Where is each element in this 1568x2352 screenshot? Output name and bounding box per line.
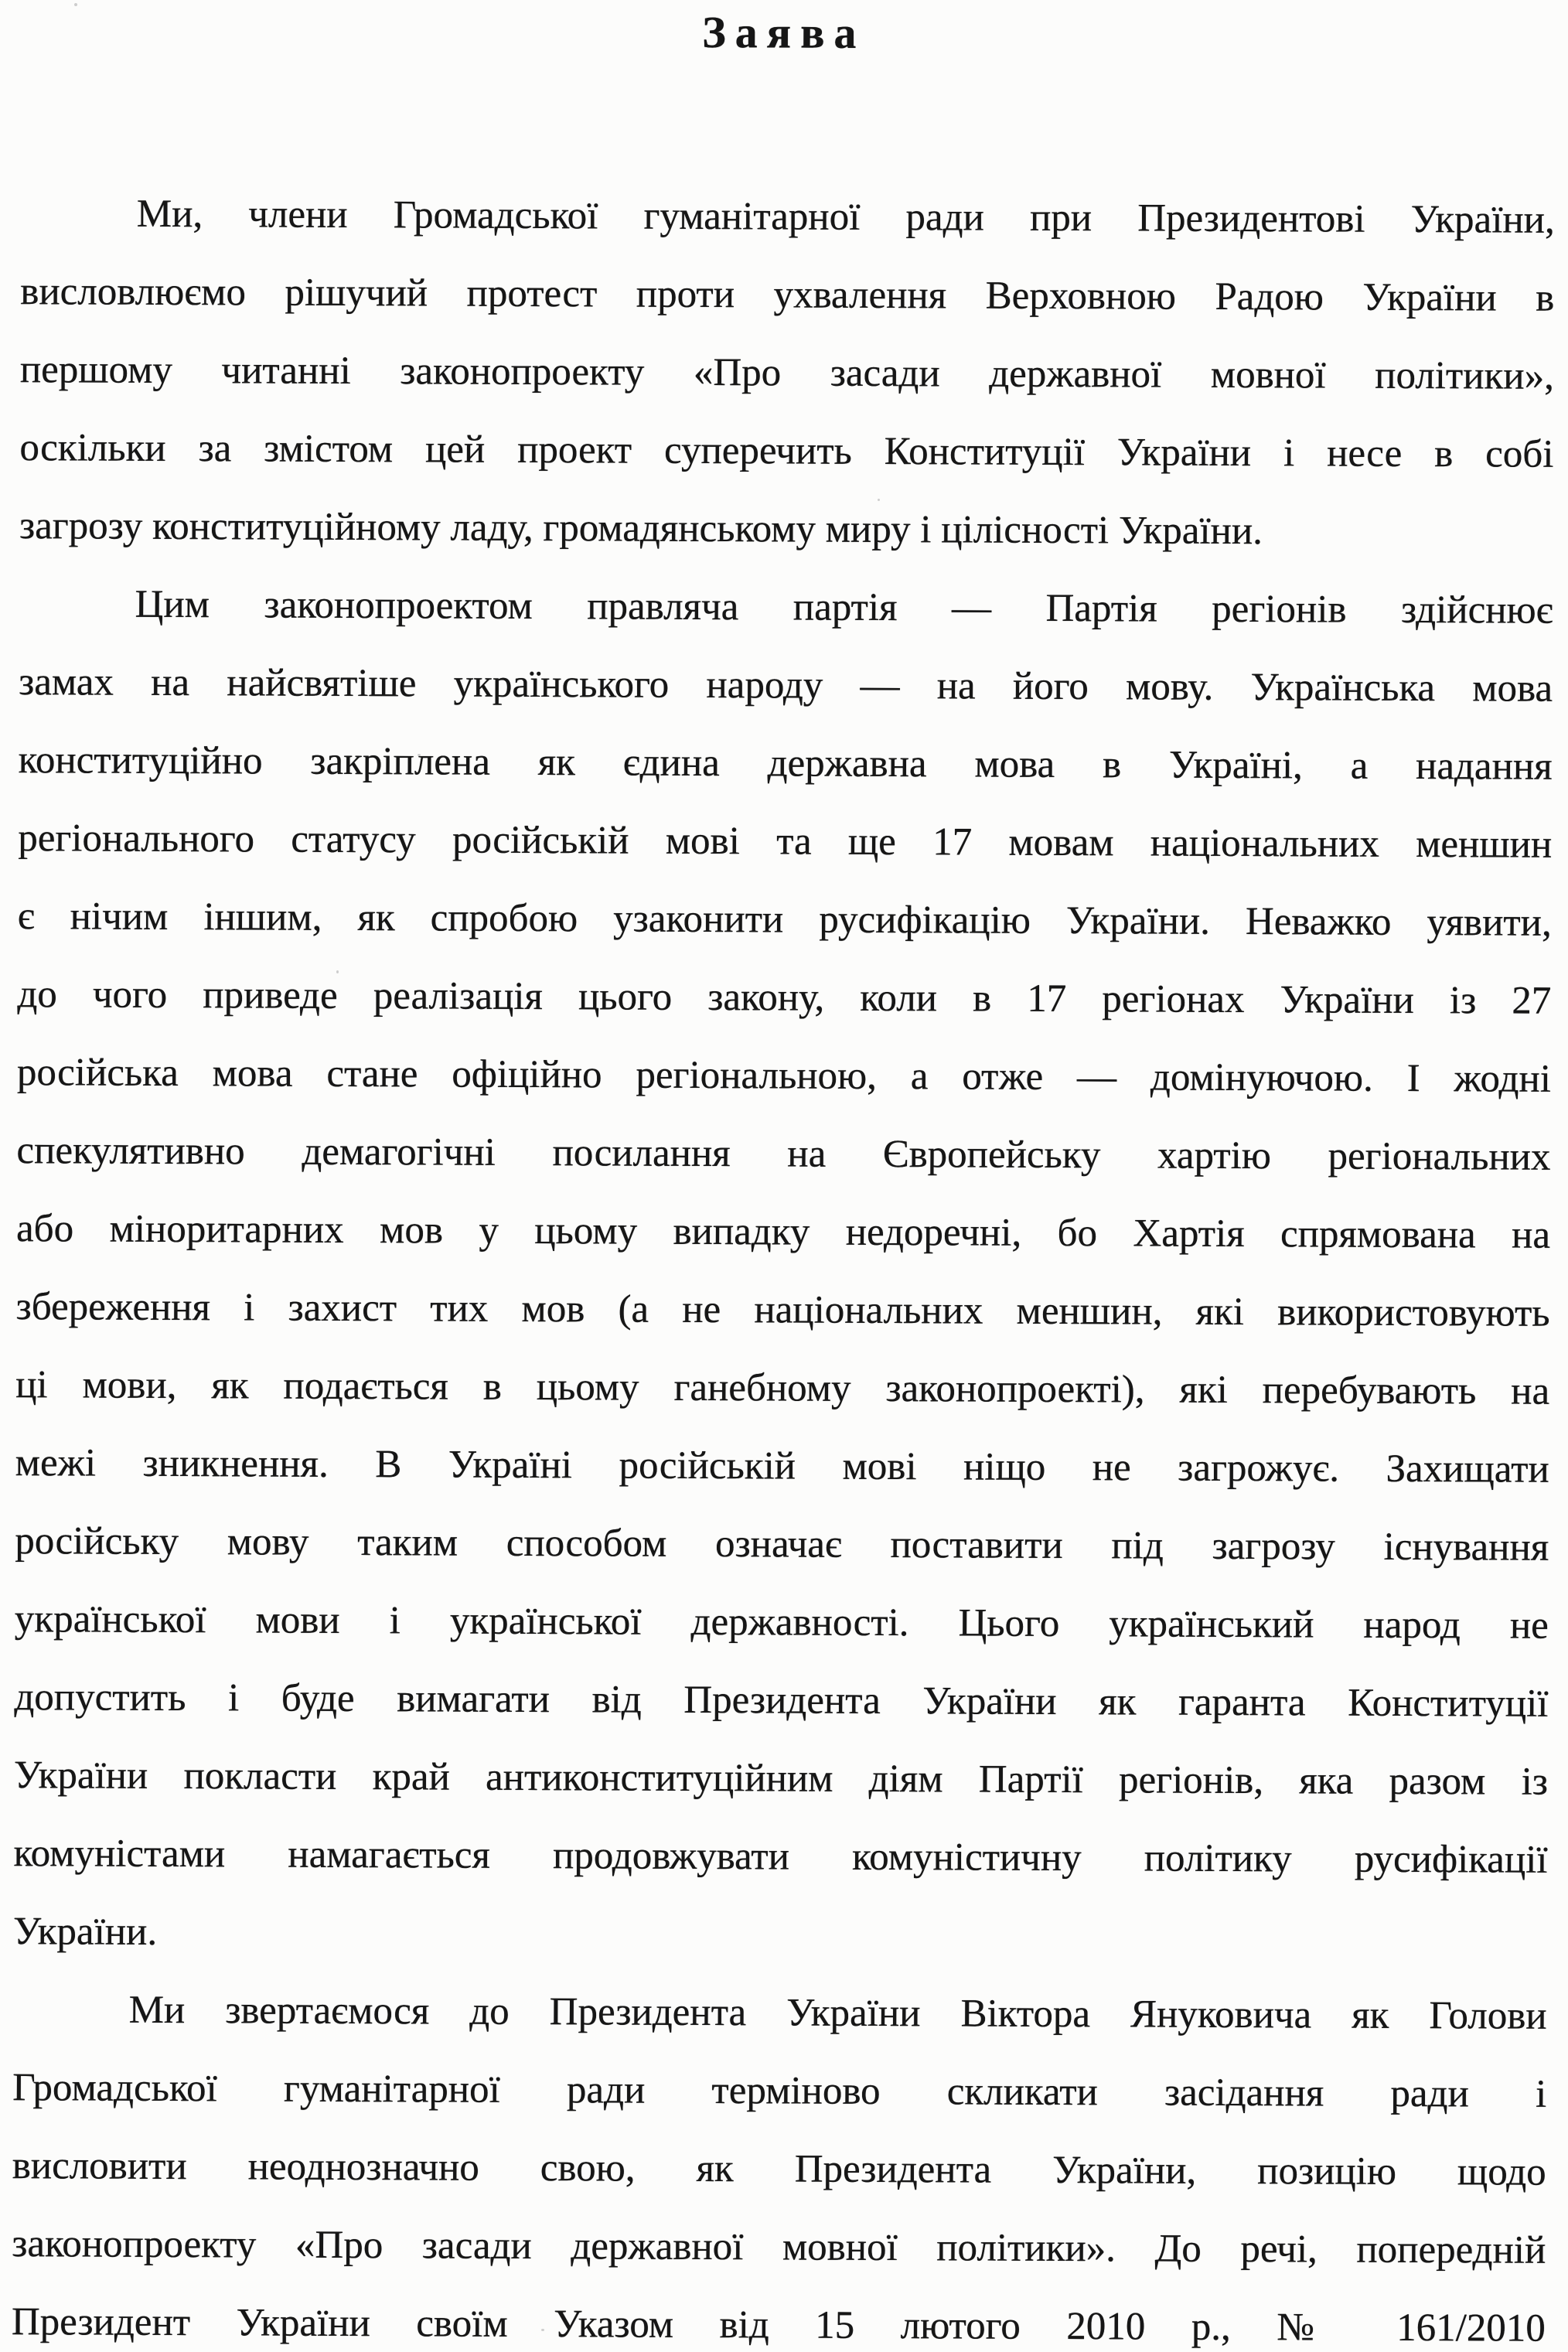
text-line: Ми звертаємося до Президента України Віктора Януковича як Голови: [128, 1988, 1547, 2038]
text-line: конституційно закріплена як єдина державна мова в Україні, а надання: [18, 738, 1553, 789]
text-line: висловлюємо рішучий протест проти ухвалення Верховною Радою України в: [20, 270, 1555, 320]
text-line: регіонального статусу російській мові та ще 17 мовам національних меншин: [18, 816, 1553, 867]
text-line: Президент України своїм Указом від 15 лютого 2010 р., № 161/2010: [11, 2300, 1546, 2350]
text-line: допустить і буде вимагати від Президента України як гаранта Конституції: [14, 1675, 1549, 1726]
text-line: спекулятивно демагогічні посилання на Європейську хартію регіональних: [16, 1129, 1551, 1179]
text-line: законопроекту «Про засади державної мовної політики». До речі, попередній: [12, 2222, 1546, 2272]
text-line: оскільки за змістом цей проект суперечить Конституції України і несе в собі: [19, 426, 1554, 476]
text-line: Цим законопроектом правляча партія — Партія регіонів здійснює: [135, 582, 1553, 632]
text-line: збереження і захист тих мов (а не національних меншин, які використовують: [15, 1285, 1550, 1335]
text-line: ці мови, як подається в цьому ганебному законопроекті), які перебувають на: [15, 1363, 1550, 1413]
text-line: російську мову таким способом означає поставити під загрозу існування: [15, 1519, 1549, 1570]
text-line: межі зникнення. В Україні російській мові ніщо не загрожує. Захищати: [15, 1441, 1549, 1491]
text-line: комуністами намагається продовжувати комуністичну політику русифікації: [13, 1832, 1548, 1882]
text-line: є нічим іншим, як спробою узаконити русифікацію України. Неважко уявити,: [17, 895, 1552, 945]
text-line: першому читанні законопроекту «Про засади державної мовної політики»,: [19, 348, 1555, 398]
text-line: України.: [12, 1910, 158, 1954]
text-line: до чого приведе реалізація цього закону, коли в 17 регіонах України із 27: [17, 973, 1552, 1023]
text-line: висловити неоднозначно свою, як Президента України, позицію щодо: [12, 2144, 1546, 2194]
text-line: або міноритарних мов у цьому випадку недоречні, бо Хартія спрямована на: [15, 1207, 1551, 1257]
text-line: Ми, члени Громадської гуманітарної ради при Президентові України,: [136, 192, 1555, 242]
document-body: [0, 175, 1567, 2352]
text-line: замах на найсвятіше українського народу — на його мову. Українська мова: [19, 660, 1553, 711]
text-line: загрозу конституційному ладу, громадянському миру і цілісності України.: [19, 504, 1263, 554]
text-line: української мови і української державності. Цього український народ не: [14, 1597, 1549, 1648]
text-line: російська мова стане офіційно регіональною, а отже — домінуючою. І жодні: [16, 1051, 1552, 1101]
text-line: Громадської гуманітарної ради терміново скликати засідання ради і: [12, 2066, 1547, 2116]
page-title: Заява: [702, 6, 866, 58]
text-line: України покласти край антиконституційним діям Партії регіонів, яка разом із: [13, 1754, 1549, 1804]
